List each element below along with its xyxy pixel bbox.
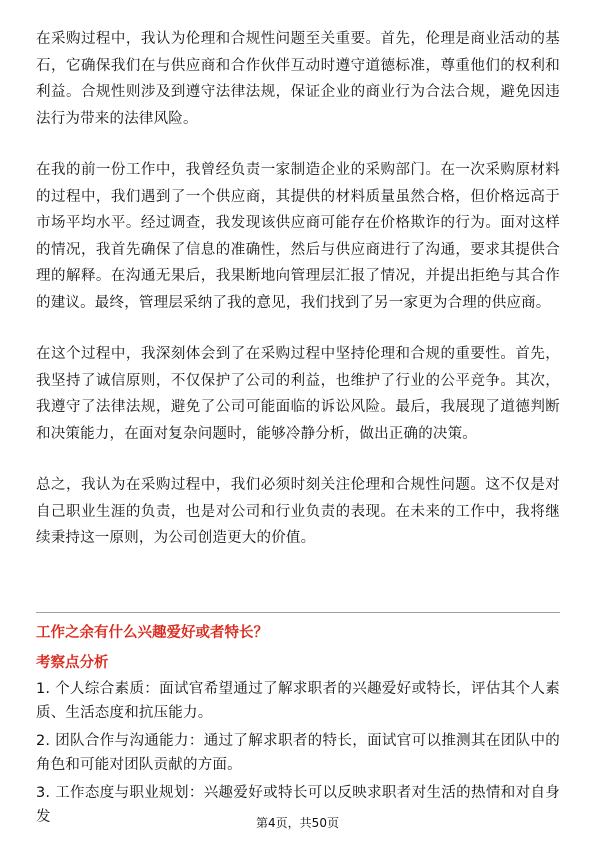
analysis-list [36,677,560,833]
analysis-section-title: 考察点分析 [36,655,109,671]
paragraph-experience-example: 在我的前一份工作中，我曾经负责一家制造企业的采购部门。在一次采购原材料的过程中，我们遇到了一个供应商，其提供的材料质量虽然合格，但价格远高于市场平均水平。经过调查，我发现该供应商可能存在价格欺诈的行为。面对这样的情况，我首先确保了信息的准确性，然后与供应商进行了沟通，要求其提供合理的解释。在沟通无果后，我果断地向管理层汇报了情况，并提出拒绝与其合作的建议。最终，管理层采纳了我的意见，我们找到了另一家更为合理的供应商。 [36,162,560,311]
section-divider [36,612,560,613]
question-heading: 工作之余有什么兴趣爱好或者特长？ [36,625,268,641]
list-item: 2. 团队合作与沟通能力：通过了解求职者的特长，面试官可以推测其在团队中的角色和可能对团队贡献的方面。 [36,733,560,773]
page-footer: 第4页，共50页 [256,816,339,830]
list-item: 1. 个人综合素质：面试官希望通过了解求职者的兴趣爱好或特长，评估其个人素质、生活态度和抗压能力。 [36,681,560,721]
paragraph-conclusion: 总之，我认为在采购过程中，我们必须时刻关注伦理和合规性问题。这不仅是对自己职业生涯的负责，也是对公司和行业负责的表现。在未来的工作中，我将继续秉持这一原则，为公司创造更大的价值。 [36,477,560,546]
paragraph-ethics-importance: 在采购过程中，我认为伦理和合规性问题至关重要。首先，伦理是商业活动的基石，它确保我们在与供应商和合作伙伴互动时遵守道德标准，尊重他们的权利和利益。合规性则涉及到遵守法律法规，保证企业的商业行为合法合规，避免因违法行为带来的法律风险。 [36,31,560,127]
paragraph-reflection: 在这个过程中，我深刻体会到了在采购过程中坚持伦理和合规的重要性。首先，我坚持了诚信原则，不仅保护了公司的利益，也维护了行业的公平竞争。其次，我遵守了法律法规，避免了公司可能面临的诉讼风险。最后，我展现了道德判断和决策能力，在面对复杂问题时，能够冷静分析，做出正确的决策。 [36,346,560,442]
list-item: 3. 工作态度与职业规划：兴趣爱好或特长可以反映求职者对生活的热情和对自身发 [36,785,560,825]
answer-body [36,26,560,552]
